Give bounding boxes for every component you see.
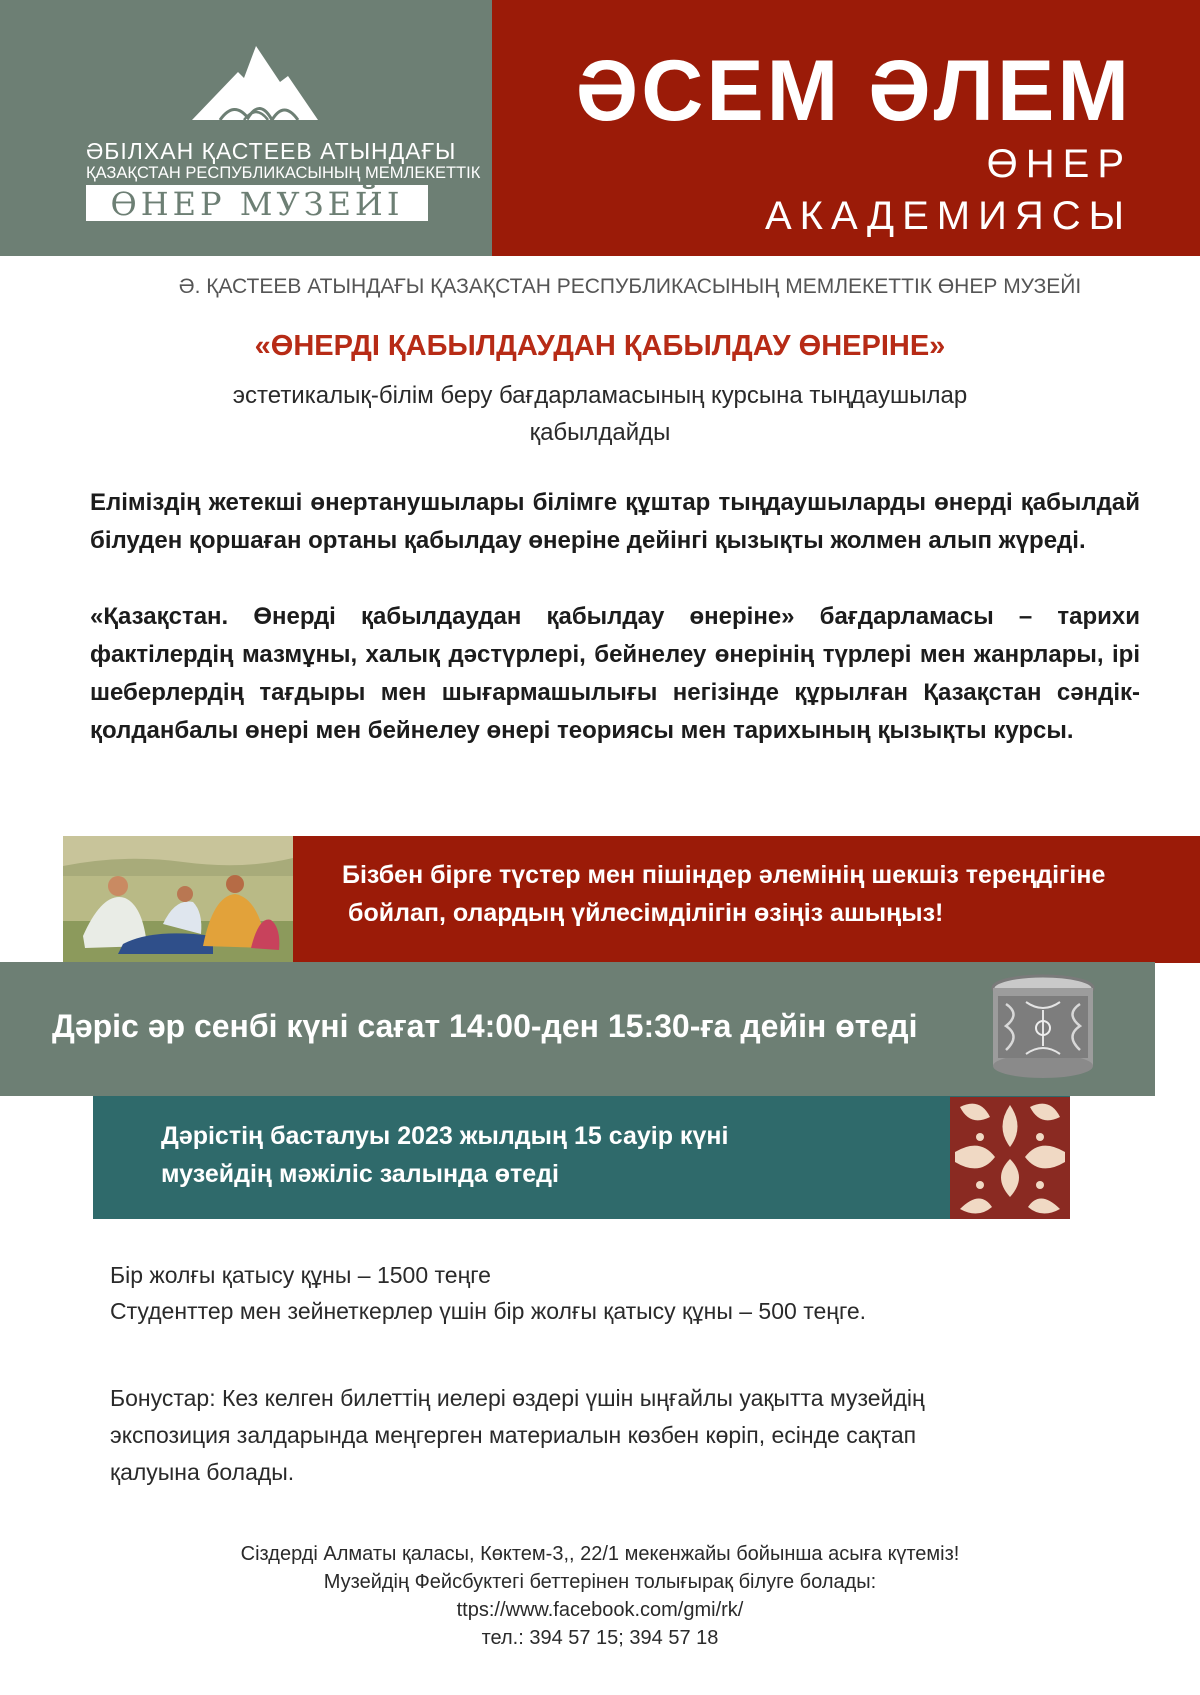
program-subtitle-line1: эстетикалық-білім беру бағдарламасының курсына тыңдаушылар [232,382,968,409]
logo-text-line2: ҚАЗАҚСТАН РЕСПУБЛИКАСЫНЫҢ МЕМЛЕКЕТТІК [86,164,481,182]
footer-address: Сіздерді Алматы қаласы, Көктем-3,, 22/1 мекенжайы бойынша асыға күтеміз! [240,1543,960,1565]
silver-bracelet-image [986,974,1100,1084]
logo-text-line3: ӨНЕР МУЗЕЙІ [110,185,404,223]
museum-logo-panel [0,0,492,256]
lecture-schedule-text: Дәріс әр сенбі күні сағат 14:00-ден 15:30-ға дейін өтеді [52,1008,918,1044]
logo-text-line1: ӘБІЛХАН ҚАСТЕЕВ АТЫНДАҒЫ [86,138,457,164]
program-subtitle-line2: қабылдайды [529,419,671,446]
painting-image [63,836,293,963]
footer-facebook-link[interactable]: ttps://www.facebook.com/gmi/rk/ [456,1599,744,1621]
page-title: ӘСЕМ ӘЛЕМ [575,43,1132,139]
bonus-line2: экспозиция залдарында меңгерген материалын көзбен көріп, есінде сақтап [110,1422,917,1448]
footer-facebook-note: Музейдің Фейсбуктегі беттерінен толығырақ білуге болады: [323,1571,877,1593]
intro-paragraph-1: Еліміздің жетекші өнертанушылары білімге құштар тыңдаушыларды өнерді қабылдай білуден қоршаған ортаны қабылдау өнеріне дейінгі қызықты жолмен алып жүреді. [90,489,1140,554]
invite-text-line2: бойлап, олардың үйлесімділігін өзіңіз ашыңыз! [348,899,944,927]
price-single: Бір жолғы қатысу құны – 1500 теңге [110,1262,491,1288]
bonus-line1: Бонустар: Кез келген билеттің иелері өздері үшін ыңғайлы уақытта музейдің [110,1385,925,1411]
bonus-line3: қалуына болады. [110,1459,295,1485]
page-subtitle-line1: ӨНЕР [986,142,1132,186]
program-title: «ӨНЕРДІ ҚАБЫЛДАУДАН ҚАБЫЛДАУ ӨНЕРІНЕ» [254,330,946,362]
invite-text-line1: Бізбен бірге түстер мен пішіндер әлемінің шекшіз тереңдігіне [342,861,1106,889]
start-date-text-line1: Дәрістің басталуы 2023 жылдың 15 сауір күні [161,1122,729,1150]
start-date-band [93,1096,1070,1219]
intro-paragraph-2: «Қазақстан. Өнерді қабылдаудан қабылдау өнеріне» бағдарламасы – тарихи фактілердің мазмұны, халық дәстүрлері, бейнелеу өнерінің түрлері мен жанрлары, ірі шеберлердің тағдыры мен шығармашылығы негізінде құрылған Қазақстан сәндік-қолданбалы өнері мен бейнелеу өнері теориясы мен тарихының қызықты курсы. [90,603,1140,744]
invite-band [293,836,1200,963]
logo-museum-box [86,187,428,221]
price-students: Студенттер мен зейнеткерлер үшін бір жолғы қатысу құны – 500 теңге. [110,1298,867,1324]
mountain-logo-icon [190,42,320,122]
kazakh-ornament-image [950,1097,1070,1219]
museum-name-line: Ә. ҚАСТЕЕВ АТЫНДАҒЫ ҚАЗАҚСТАН РЕСПУБЛИКАСЫНЫҢ МЕМЛЕКЕТТІК ӨНЕР МУЗЕЙІ [178,275,1082,298]
page-subtitle-line2: АКАДЕМИЯСЫ [764,194,1132,238]
lecture-schedule-band [0,962,1155,1096]
start-date-text-line2: музейдің мәжіліс залында өтеді [161,1160,559,1188]
footer-phone: тел.: 394 57 15; 394 57 18 [481,1627,719,1649]
